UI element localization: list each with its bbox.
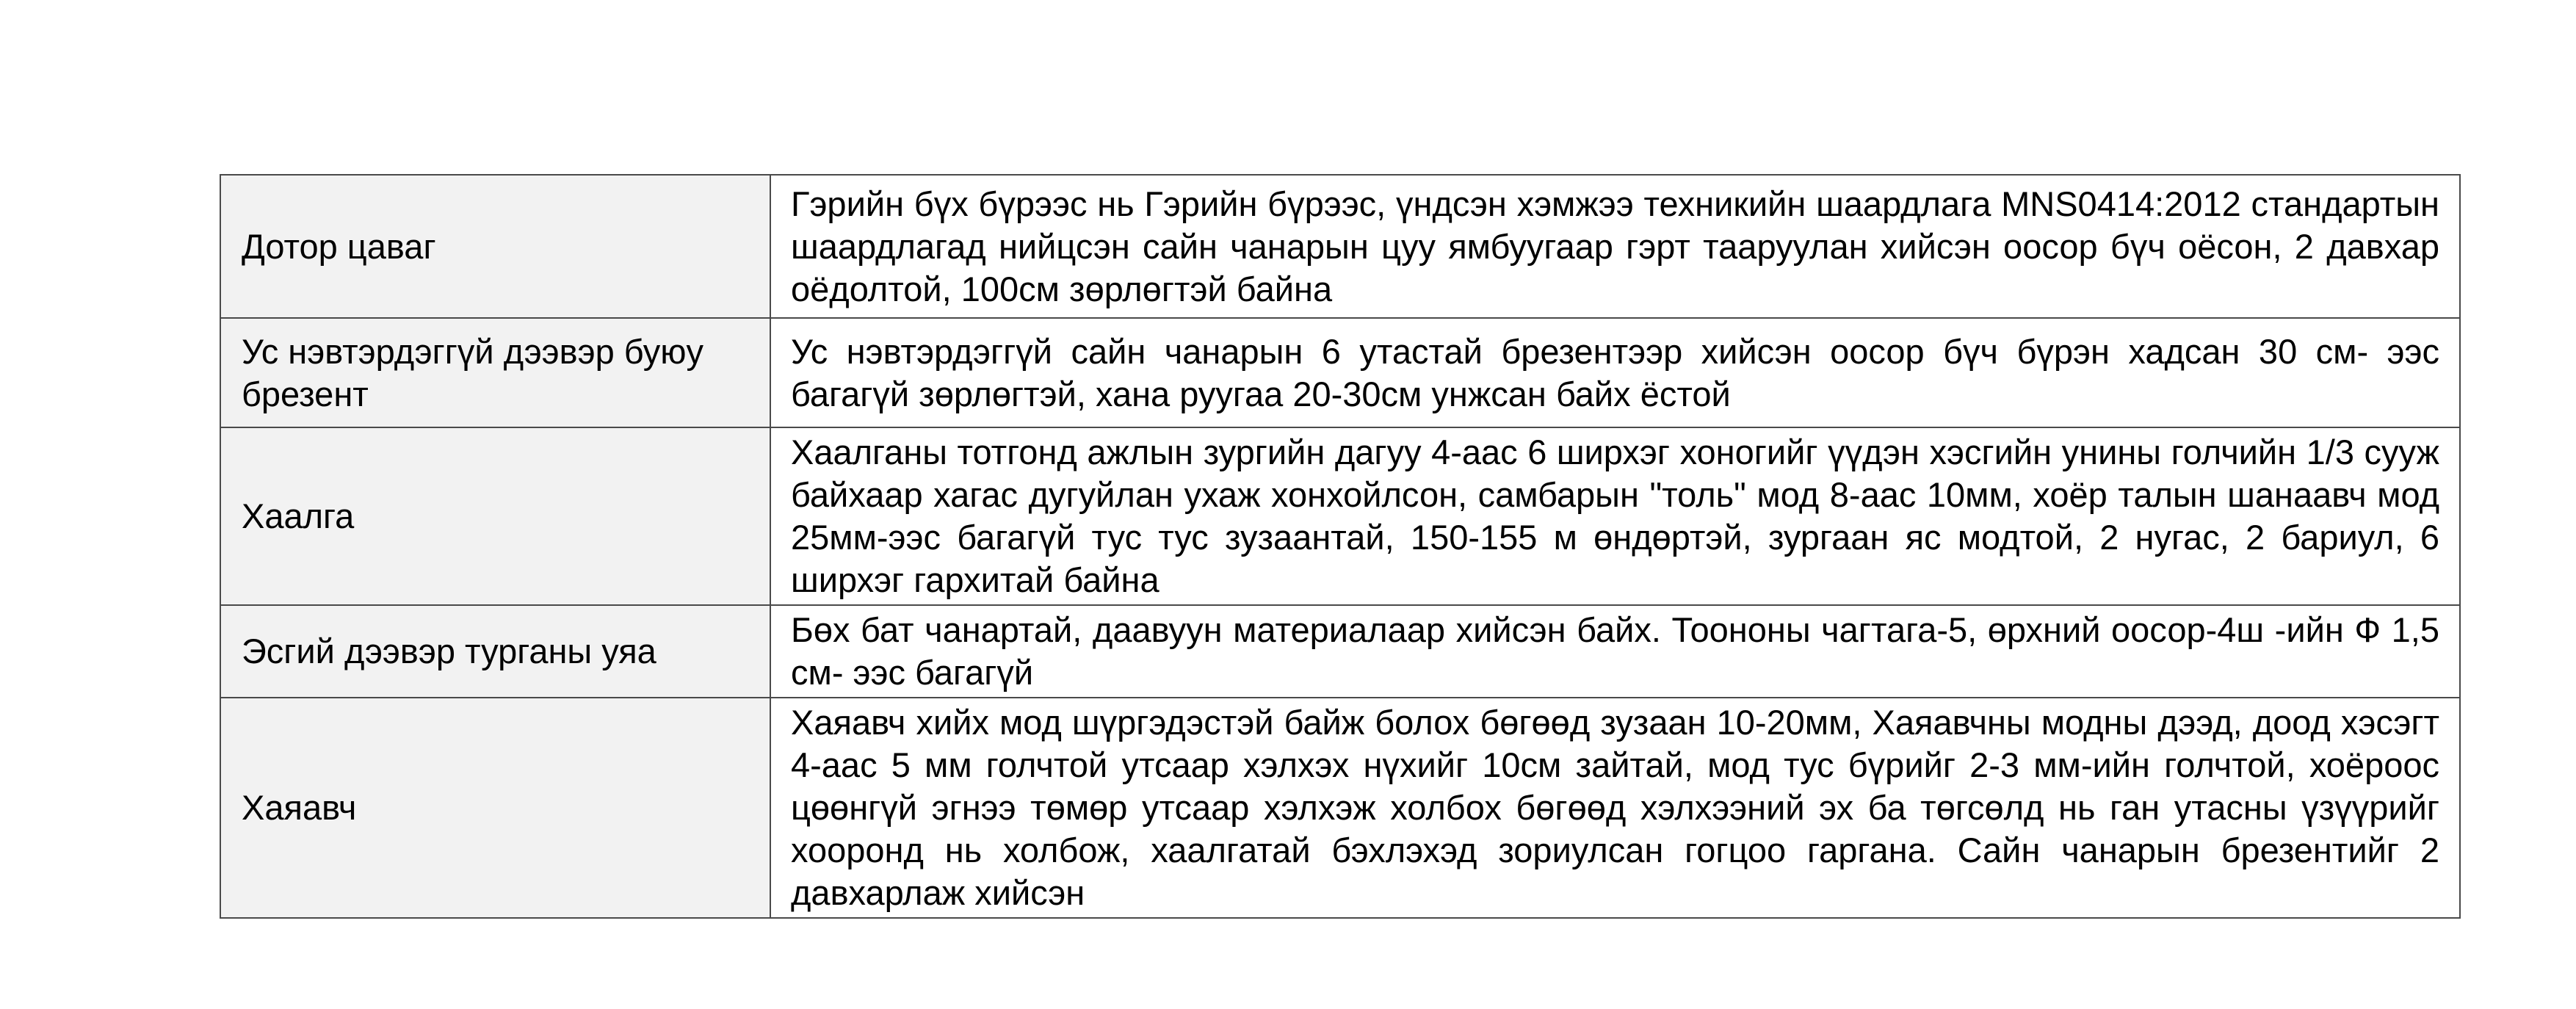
row-description: Ус нэвтэрдэггүй сайн чанарын 6 утастай брезентээр хийсэн оосор бүч бүрэн хадсан 30 см- ээс багагүй зөрлөгтэй, хана руугаа 20-30см унжсан байх ёстой	[770, 318, 2460, 427]
row-label: Хаалга	[220, 427, 770, 605]
row-description: Бөх бат чанартай, даавуун материалаар хийсэн байх. Тоононы чагтага-5, өрхний оосор-4ш -ийн Ф 1,5 см- ээс багагүй	[770, 605, 2460, 698]
row-label: Эсгий дээвэр турганы уяа	[220, 605, 770, 698]
table-row	[220, 605, 2460, 698]
row-label: Дотор цаваг	[220, 175, 770, 318]
row-label: Ус нэвтэрдэггүй дээвэр буюу брезент	[220, 318, 770, 427]
row-description: Гэрийн бүх бүрээс нь Гэрийн бүрээс, үндсэн хэмжээ техникийн шаардлага MNS0414:2012 стандартын шаардлагад нийцсэн сайн чанарын цуу ямбуугаар гэрт тааруулан хийсэн оосор бүч оёсон, 2 давхар оёдолтой, 100см зөрлөгтэй байна	[770, 175, 2460, 318]
spec-table	[220, 174, 2461, 919]
row-label: Хаяавч	[220, 698, 770, 918]
row-description: Хаалганы тотгонд ажлын зургийн дагуу 4-аас 6 ширхэг хоногийг үүдэн хэсгийн унины голчийн 1/3 сууж байхаар хагас дугуйлан ухаж хонхойлсон, самбарын "толь" мод 8-аас 10мм, хоёр талын шанаавч мод 25мм-ээс багагүй тус тус зузаантай, 150-155 м өндөртэй, зургаан яс модтой, 2 нугас, 2 бариул, 6 ширхэг гархитай байна	[770, 427, 2460, 605]
table-row	[220, 427, 2460, 605]
table-row	[220, 318, 2460, 427]
table-row	[220, 698, 2460, 918]
row-description: Хаяавч хийх мод шүргэдэстэй байж болох бөгөөд зузаан 10-20мм, Хаяавчны модны дээд, доод хэсэгт 4-аас 5 мм голчтой утсаар хэлхэх нүхийг 10см зайтай, мод тус бүрийг 2-3 мм-ийн голчтой, хоёроос цөөнгүй эгнээ төмөр утсаар хэлхэж холбох бөгөөд хэлхээний эх ба төгсөлд нь ган утасны үзүүрийг хооронд нь холбож, хаалгатай бэхлэхэд зориулсан гогцоо гаргана. Сайн чанарын брезентийг 2 давхарлаж хийсэн	[770, 698, 2460, 918]
table-row	[220, 175, 2460, 318]
